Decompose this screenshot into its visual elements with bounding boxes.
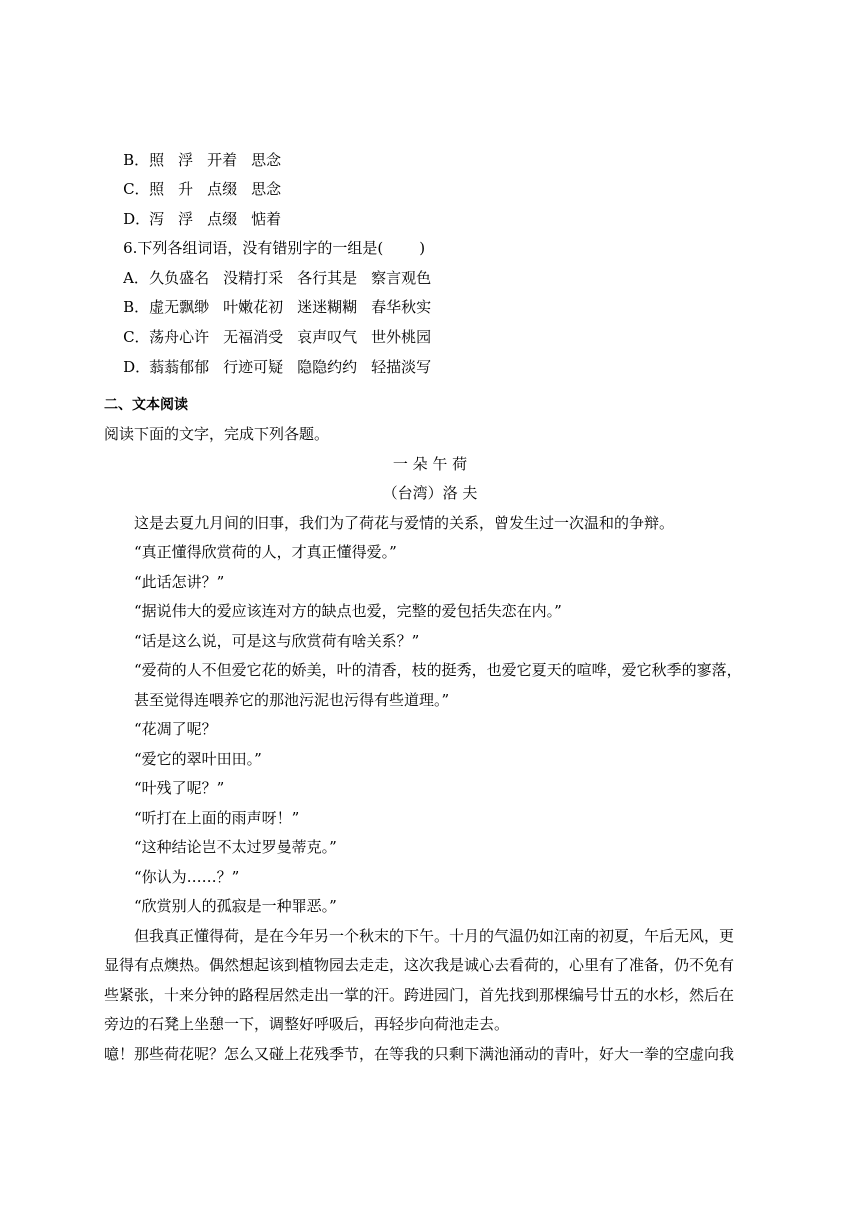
paragraph: 噫！那些荷花呢？怎么又碰上花残季节，在等我的只剩下满池涌动的青叶，好大一拳的空虚向我 [104,1045,735,1063]
option-word: 各行其是 [297,269,358,287]
paragraph: “欣赏别人的孤寂是一种罪恶。” [134,897,337,915]
q6-option-d [104,337,431,397]
option-word: 轻描淡写 [371,358,432,376]
option-word: 蓊蓊郁郁 [149,358,210,376]
option-word: 点缀 [207,210,238,228]
paragraph-continuation: 甚至觉得连喂养它的那池污泥也污得有些道理。” [134,691,450,709]
option-word: 浮 [178,210,194,228]
paragraph: “爱它的翠叶田田。” [134,750,262,768]
paragraph: “话是这么说，可是这与欣赏荷有啥关系？” [134,632,420,650]
paragraph-continuation: 些紧张，十来分钟的路程居然走出一掌的汗。跨进园门，首先找到那棵编号廿五的水杉，然后在 [104,986,735,1004]
option-word: 久负盛名 [149,269,210,287]
option-label: B． [123,151,150,169]
option-label: A． [123,269,149,287]
option-word: 行迹可疑 [223,358,284,376]
option-word: 浮 [178,151,194,169]
option-word: 泻 [149,210,165,228]
article-author: （台湾）洛 夫 [382,484,478,502]
paragraph: “真正懂得欣赏荷的人，才真正懂得爱。” [134,543,397,561]
option-word: 思念 [251,180,282,198]
option-word: 隐隐约约 [297,358,358,376]
paragraph-continuation: 显得有点燠热。偶然想起该到植物园去走走，这次我是诚心去看荷的，心里有了准备，仍不免有 [104,956,735,974]
article-title: 一 朵 午 荷 [392,455,468,473]
paragraph: “此话怎讲？” [134,573,225,591]
option-label: D． [123,210,151,228]
paragraph: “听打在上面的雨声呀！” [134,809,300,827]
section-instruction: 阅读下面的文字，完成下列各题。 [104,425,330,443]
paragraph: 但我真正懂得荷，是在今年另一个秋末的下午。十月的气温仍如江南的初夏，午后无风，更 [134,927,735,945]
paragraph: “据说伟大的爱应该连对方的缺点也爱，完整的爱包括失恋在内。” [134,602,562,620]
option-word: 荡舟心许 [149,328,210,346]
option-label: B． [123,298,150,316]
option-word: 虚无飘缈 [149,298,210,316]
option-word: 照 [149,151,165,169]
option-word: 点缀 [207,180,238,198]
option-label: C． [123,180,150,198]
paragraph: 这是去夏九月间的旧事，我们为了荷花与爱情的关系，曾发生过一次温和的争辩。 [134,514,675,532]
paragraph: “爱荷的人不但爱它花的娇美，叶的清香，枝的挺秀，也爱它夏天的喧哗，爱它秋季的寥落， [134,661,742,679]
option-word: 哀声叹气 [297,328,358,346]
option-word: 惦着 [251,210,282,228]
paragraph: “叶残了呢？” [134,779,225,797]
paragraph: “花凋了呢？ [134,720,217,738]
question-paren-close: ) [419,239,426,257]
option-word: 叶嫩花初 [223,298,284,316]
question-stem: 6.下列各组词语，没有错别字的一组是( [123,239,384,257]
option-word: 思念 [251,151,282,169]
paragraph: “这种结论岂不太过罗曼蒂克。” [134,838,337,856]
option-label: D． [123,358,151,376]
section-heading: 二、文本阅读 [104,397,188,413]
option-word: 没精打采 [223,269,284,287]
option-label: C． [123,328,150,346]
option-word: 察言观色 [371,269,432,287]
option-word: 迷迷糊糊 [297,298,358,316]
option-word: 开着 [207,151,238,169]
option-word: 春华秋实 [371,298,432,316]
option-word: 照 [149,180,165,198]
paragraph: “你认为……？” [134,868,240,886]
option-word: 升 [178,180,194,198]
option-word: 世外桃园 [371,328,432,346]
paragraph-continuation: 旁边的石凳上坐憩一下，调整好呼吸后，再轻步向荷池走去。 [104,1015,510,1033]
option-word: 无福消受 [223,328,284,346]
